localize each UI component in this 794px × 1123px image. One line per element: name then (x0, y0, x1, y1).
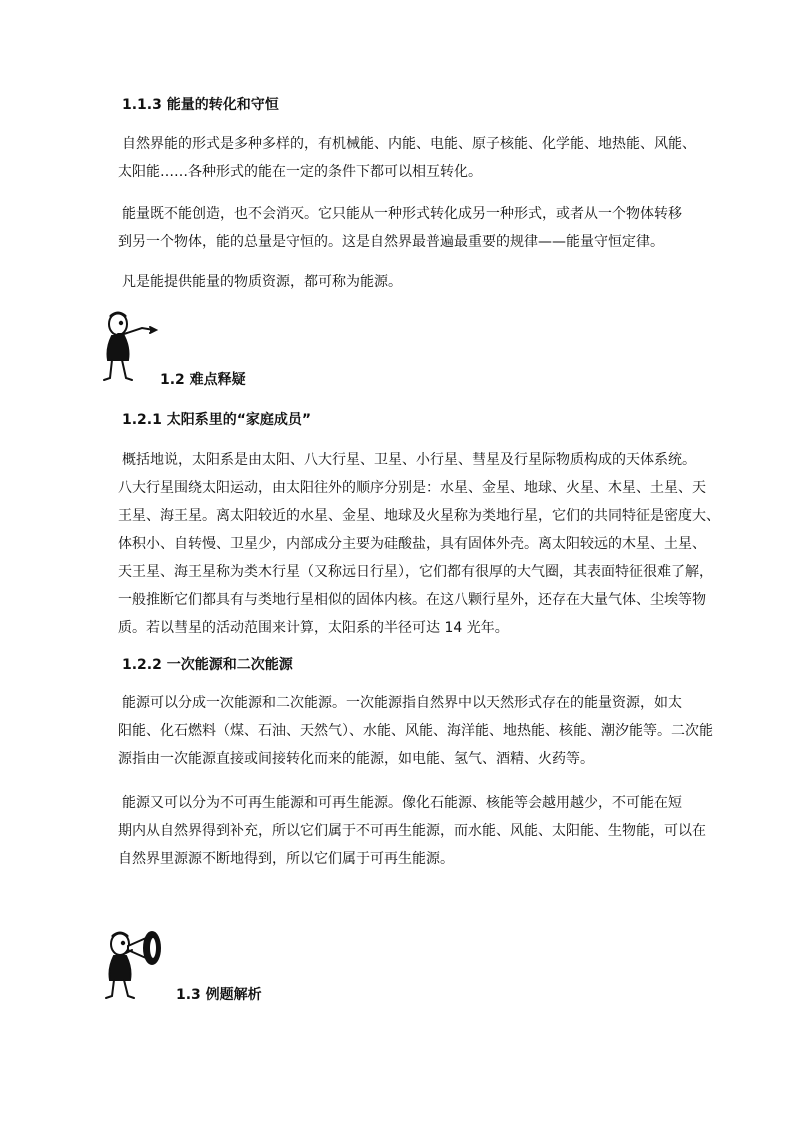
text-line: 体积小、自转慢、卫星少，内部成分主要为硅酸盐，具有固体外壳。离太阳较远的木星、土星、 (118, 536, 706, 552)
text-line: 能量既不能创造，也不会消灭。它只能从一种形式转化成另一种形式，或者从一个物体转移 (122, 206, 682, 222)
paragraph-energy-forms (118, 130, 696, 186)
text-line: 能源可以分成一次能源和二次能源。一次能源指自然界中以天然形式存在的能量资源，如太 (122, 695, 682, 711)
heading-1-1-3: 1.1.3 能量的转化和守恒 (122, 97, 279, 113)
paragraph-energy-conservation (118, 200, 682, 256)
text-line: 概括地说，太阳系是由太阳、八大行星、卫星、小行星、彗星及行星际物质构成的天体系统。 (122, 452, 696, 468)
pointing-man-icon (98, 308, 162, 384)
text-line: 一般推断它们都具有与类地行星相似的固体内核。在这八颗行星外，还存在大量气体、尘埃等物 (118, 592, 706, 608)
heading-1-2-2: 1.2.2 一次能源和二次能源 (122, 657, 293, 673)
text-line: 到另一个物体，能的总量是守恒的。这是自然界最普遍最重要的规律——能量守恒定律。 (118, 234, 664, 250)
text-line: 期内从自然界得到补充，所以它们属于不可再生能源，而水能、风能、太阳能、生物能，可以在 (118, 823, 706, 839)
text-line: 王星、海王星。离太阳较近的水星、金星、地球及火星称为类地行星，它们的共同特征是密度大、 (118, 508, 720, 524)
paragraph-solar-system (118, 446, 720, 642)
text-line: 自然界里源源不断地得到，所以它们属于可再生能源。 (118, 851, 454, 867)
text-line: 阳能、化石燃料（煤、石油、天然气）、水能、风能、海洋能、地热能、核能、潮汐能等。二次能 (118, 723, 713, 739)
paragraph-energy-definition (122, 268, 682, 296)
text-line: 质。若以彗星的活动范围来计算，太阳系的半径可达 14 光年。 (118, 620, 509, 636)
text-line: 源指由一次能源直接或间接转化而来的能源，如电能、氢气、酒精、火药等。 (118, 751, 594, 767)
text-line: 太阳能……各种形式的能在一定的条件下都可以相互转化。 (118, 164, 482, 180)
text-line: 八大行星围绕太阳运动，由太阳往外的顺序分别是：水星、金星、地球、火星、木星、土星、天 (118, 480, 706, 496)
text-line: 天王星、海王星称为类木行星（又称远日行星），它们都有很厚的大气圈，其表面特征很难了解， (118, 564, 713, 580)
text-line: 能源又可以分为不可再生能源和可再生能源。像化石能源、核能等会越用越少，不可能在短 (122, 795, 682, 811)
megaphone-man-icon (100, 924, 176, 1000)
text-line: 凡是能提供能量的物质资源，都可称为能源。 (122, 274, 402, 290)
paragraph-primary-secondary-energy (118, 689, 713, 773)
text-line: 自然界能的形式是多种多样的，有机械能、内能、电能、原子核能、化学能、地热能、风能、 (122, 136, 696, 152)
heading-1-2-1: 1.2.1 太阳系里的“家庭成员” (122, 412, 312, 428)
paragraph-renewable-energy (118, 789, 706, 873)
heading-1-3: 1.3 例题解析 (176, 987, 262, 1003)
heading-1-2: 1.2 难点释疑 (160, 372, 246, 388)
